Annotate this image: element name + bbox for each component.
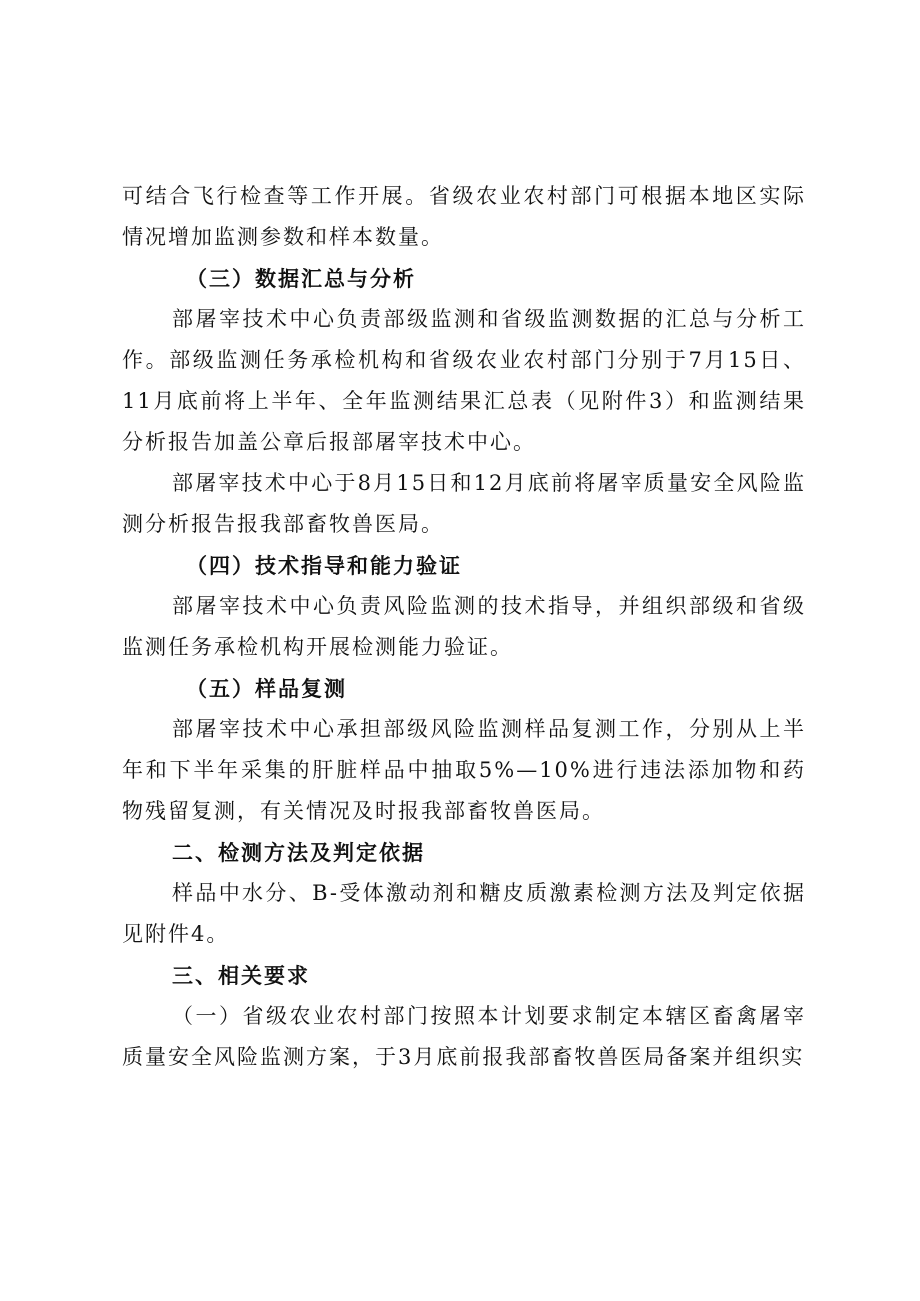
paragraph-methods: 样品中水分、B-受体激动剂和糖皮质激素检测方法及判定依据见附件4。 [122, 881, 806, 946]
paragraph-technical-guidance: 部屠宰技术中心负责风险监测的技术指导，并组织部级和省级监测任务承检机构开展检测能力验证。 [122, 594, 806, 659]
section-heading-requirements: 三、相关要求 [172, 963, 310, 988]
heading-technical-guidance: （四）技术指导和能力验证 [186, 553, 462, 578]
paragraph-continuation: 可结合飞行检查等工作开展。省级农业农村部门可根据本地区实际情况增加监测参数和样本数量。 [122, 184, 806, 249]
heading-sample-retest: （五）样品复测 [186, 676, 347, 701]
paragraph-requirements-1: （一）省级农业农村部门按照本计划要求制定本辖区畜禽屠宰质量安全风险监测方案，于3月底前报我部畜牧兽医局备案并组织实 [122, 1004, 806, 1069]
paragraph-sample-retest: 部屠宰技术中心承担部级风险监测样品复测工作，分别从上半年和下半年采集的肝脏样品中抽取5%—10%进行违法添加物和药物残留复测，有关情况及时报我部畜牧兽医局。 [122, 717, 806, 823]
paragraph-report-deadline: 部屠宰技术中心于8月15日和12月底前将屠宰质量安全风险监测分析报告报我部畜牧兽医局。 [122, 471, 806, 536]
paragraph-data-summary: 部屠宰技术中心负责部级监测和省级监测数据的汇总与分析工作。部级监测任务承检机构和省级农业农村部门分别于7月15日、11月底前将上半年、全年监测结果汇总表（见附件3）和监测结果分析报告加盖公章后报部屠宰技术中心。 [122, 307, 806, 454]
document-page [122, 176, 806, 1078]
section-heading-methods: 二、检测方法及判定依据 [172, 840, 425, 865]
heading-data-summary: （三）数据汇总与分析 [186, 266, 416, 291]
